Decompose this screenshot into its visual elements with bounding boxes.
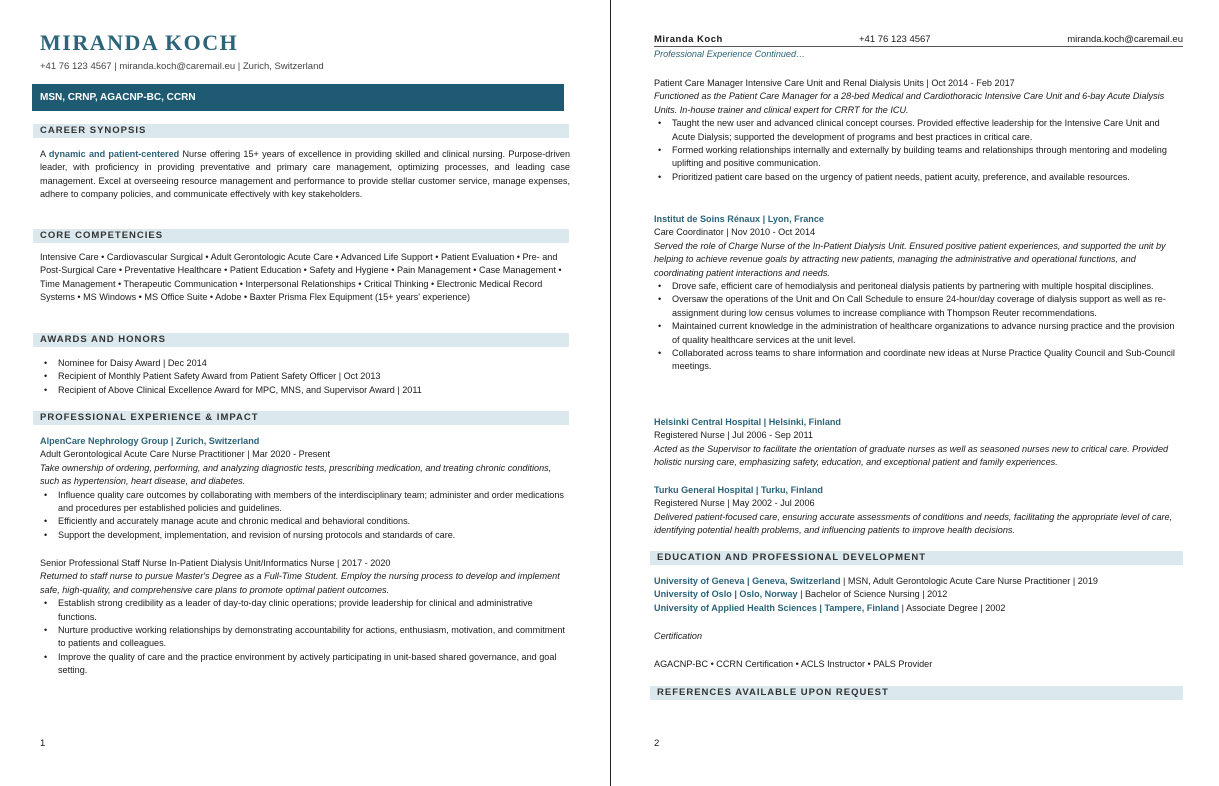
job-summary: Served the role of Charge Nurse of the In-Patient Dialysis Unit. Ensured positive patient experiences, and supported the unit by helping to achieve revenue goals by attracting new patients, managing the administrative and operational functions, and coordinating patient interactions and needs. [654, 240, 1166, 278]
job-institut-de-soins [654, 213, 1184, 374]
resume-name: MIRANDA KOCH [40, 30, 239, 55]
job-title: Registered Nurse | Jul 2006 - Sep 2011 [654, 430, 813, 441]
job-patient-care-manager [654, 77, 1184, 184]
credentials-banner: MSN, CRNP, AGACNP-BC, CCRN [32, 84, 564, 111]
section-heading-references: REFERENCES AVAILABLE UPON REQUEST [650, 686, 1183, 700]
education-list [654, 575, 1184, 615]
award-item: • Nominee for Daisy Award | Dec 2014 [40, 357, 570, 370]
job-bullet: • Improve the quality of care and the practice environment by actively participating in unit-based shared governance, and goal setting. [40, 651, 570, 678]
employer-name: Turku General Hospital | Turku, Finland [654, 485, 823, 495]
section-heading-experience: PROFESSIONAL EXPERIENCE & IMPACT [33, 411, 569, 425]
header-name: Miranda Koch [654, 34, 723, 45]
job-bullet: • Collaborated across teams to share information and coordinate new ideas at Nurse Practice Quality Council and Sub-Council meetings. [654, 347, 1184, 374]
job-bullet: • Influence quality care outcomes by collaborating with members of the interdisciplinary team; administer and order medications and procedures per established policies and guidelines. [40, 489, 570, 516]
job-title: Registered Nurse | May 2002 - Jul 2006 [654, 498, 815, 509]
certification-label: Certification [654, 631, 703, 641]
header-phone: +41 76 123 4567 [859, 34, 931, 45]
job-title: Adult Gerontological Acute Care Nurse Practitioner | Mar 2020 - Present [40, 449, 330, 460]
page-number: 2 [654, 738, 660, 749]
degree-info: | Associate Degree | 2002 [899, 602, 1006, 613]
employer-name: Institut de Soins Rénaux | Lyon, France [654, 214, 824, 224]
job-bullet: • Oversaw the operations of the Unit and On Call Schedule to ensure 24-hour/day coverage of dialysis support as well as re-assignment during low census volumes to increase compliance with Thompson Reuter recommendations. [654, 293, 1184, 320]
degree-info: | MSN, Adult Gerontologic Acute Care Nurse Practitioner | 2019 [840, 576, 1098, 586]
career-synopsis [40, 148, 570, 202]
job-title: Senior Professional Staff Nurse In-Patient Dialysis Unit/Informatics Nurse | 2017 - 2020 [40, 558, 391, 568]
job-bullet: • Drove safe, efficient care of hemodialysis and peritoneal dialysis patients by partnering with multiple hospital disciplines. [654, 280, 1184, 293]
employer-name: Helsinki Central Hospital | Helsinki, Finland [654, 417, 841, 427]
section-heading-education: EDUCATION AND PROFESSIONAL DEVELOPMENT [650, 551, 1183, 565]
job-bullet: • Support the development, implementation, and revision of nursing protocols and standards of care. [40, 529, 570, 542]
awards-list [40, 357, 570, 397]
job-summary: Delivered patient-focused care, ensuring accurate assessments of conditions and needs, facilitating the appropriate level of care, identifying potential health problems, and influencing patients to improve health decisions. [654, 511, 1173, 536]
job-summary: Acted as the Supervisor to facilitate the orientation of graduate nurses as well as seasoned nurses new to critical care. Provided holistic nursing care, emphasizing safety, education, and exceptional patient and family experiences. [654, 443, 1169, 468]
job-bullet: • Prioritized patient care based on the urgency of patient needs, patient acuity, preference, and available resources. [654, 171, 1184, 184]
job-turku-general [654, 484, 1184, 538]
job-bullet: • Maintained current knowledge in the administration of healthcare organizations to advance nursing practice and the provision of quality healthcare services at the unit level. [654, 320, 1184, 347]
job-bullet: • Nurture productive working relationships by demonstrating accountability for actions, enthusiasm, motivation, and commitment to patients and colleagues. [40, 624, 570, 651]
competencies-text: Intensive Care • Cardiovascular Surgical • Adult Gerontologic Acute Care • Advanced Life Support • Patient Evaluation • Pre- and Post-Surgical Care • Preventative Healthcare • Patient Education • Safety and Hygiene • Pain Management • Case Management • Time Management • Therapeutic Communication • Interpersonal Relationships • Critical Thinking • Electronic Medical Record Systems • MS Windows • MS Office Suite • Adobe • Baxter Prisma Flex Equipment (15+ years' experience) [40, 252, 562, 303]
degree-info: | Bachelor of Science Nursing | 2012 [797, 589, 948, 600]
section-heading-core-competencies: CORE COMPETENCIES [33, 229, 569, 243]
section-heading-career-synopsis: CAREER SYNOPSIS [33, 124, 569, 138]
school-name: University of Geneva | Geneva, Switzerland [654, 576, 841, 586]
contact-line: +41 76 123 4567 | miranda.koch@caremail.eu | Zurich, Switzerland [40, 61, 324, 72]
synopsis-highlight: dynamic and patient-centered [48, 149, 180, 159]
education-item [654, 602, 1184, 615]
page-number: 1 [40, 738, 46, 749]
job-summary: Functioned as the Patient Care Manager for a 28-bed Medical and Cardiothoracic Intensive Care Unit and 6-bay Acute Dialysis Units. In-house trainer and clinical expert for CRRT for the ICU. [654, 91, 1165, 115]
certifications-text: AGACNP-BC • CCRN Certification • ACLS Instructor • PALS Provider [654, 659, 933, 669]
job-helsinki-central [654, 416, 1184, 470]
job-summary: Take ownership of ordering, performing, and analyzing diagnostic tests, prescribing medication, and treating chronic conditions, such as hypertension, heart disease, and diabetes. [40, 462, 552, 487]
synopsis-prefix: A [40, 149, 49, 159]
job-bullet: • Formed working relationships internally and externally by building teams and relationships through mentoring and modeling uplifting and positive communication. [654, 144, 1184, 171]
job-bullet: • Taught the new user and advanced clinical concept courses. Provided effective leadership for the Intensive Care Unit and Acute Dialysis; supported the development of programs and best practices in critical care. [654, 117, 1184, 144]
job-bullet: • Establish strong credibility as a leader of day-to-day clinic operations; provide leadership for clinical and administrative functions. [40, 597, 570, 624]
job-alpencare [40, 435, 570, 542]
synopsis-paragraph [40, 148, 570, 202]
job-title: Patient Care Manager Intensive Care Unit and Renal Dialysis Units | Oct 2014 - Feb 2017 [654, 78, 1015, 88]
synopsis-text: Nurse offering 15+ years of excellence in providing skilled and clinical nursing. Purpose-driven leader, with proficiency in providing preventative and primary care management, optimizing processes, and leading case management. Excel at overseeing resource management and performance to provide stellar customer service, manage expenses, adhere to company policies, and communicate effectively with key stakeholders. [40, 149, 571, 200]
employer-name: AlpenCare Nephrology Group | Zurich, Switzerland [40, 436, 260, 446]
education-item [654, 588, 1184, 601]
job-title: Care Coordinator | Nov 2010 - Oct 2014 [654, 227, 816, 238]
award-item: • Recipient of Monthly Patient Safety Award from Patient Safety Officer | Oct 2013 [40, 370, 570, 383]
continued-label: Professional Experience Continued… [654, 49, 806, 59]
page-2 [611, 0, 1219, 786]
job-summary: Returned to staff nurse to pursue Master's Degree as a Full-Time Student. Employ the nursing process to develop and implement safe, high-quality, and comprehensive care plans to promote optimal patient outcomes. [40, 571, 560, 595]
section-heading-awards: AWARDS AND HONORS [33, 333, 569, 347]
header-email: miranda.koch@caremail.eu [1067, 34, 1183, 45]
job-senior-staff-nurse [40, 557, 570, 678]
core-competencies [40, 251, 570, 305]
job-bullet: • Efficiently and accurately manage acute and chronic medical and behavioral conditions. [40, 515, 570, 528]
school-name: University of Oslo | Oslo, Norway [654, 589, 798, 600]
running-header [654, 34, 1183, 47]
award-item: • Recipient of Above Clinical Excellence Award for MPC, MNS, and Supervisor Award | 2011 [40, 384, 570, 397]
education-item [654, 575, 1184, 588]
school-name: University of Applied Health Sciences | Tampere, Finland [654, 602, 900, 613]
